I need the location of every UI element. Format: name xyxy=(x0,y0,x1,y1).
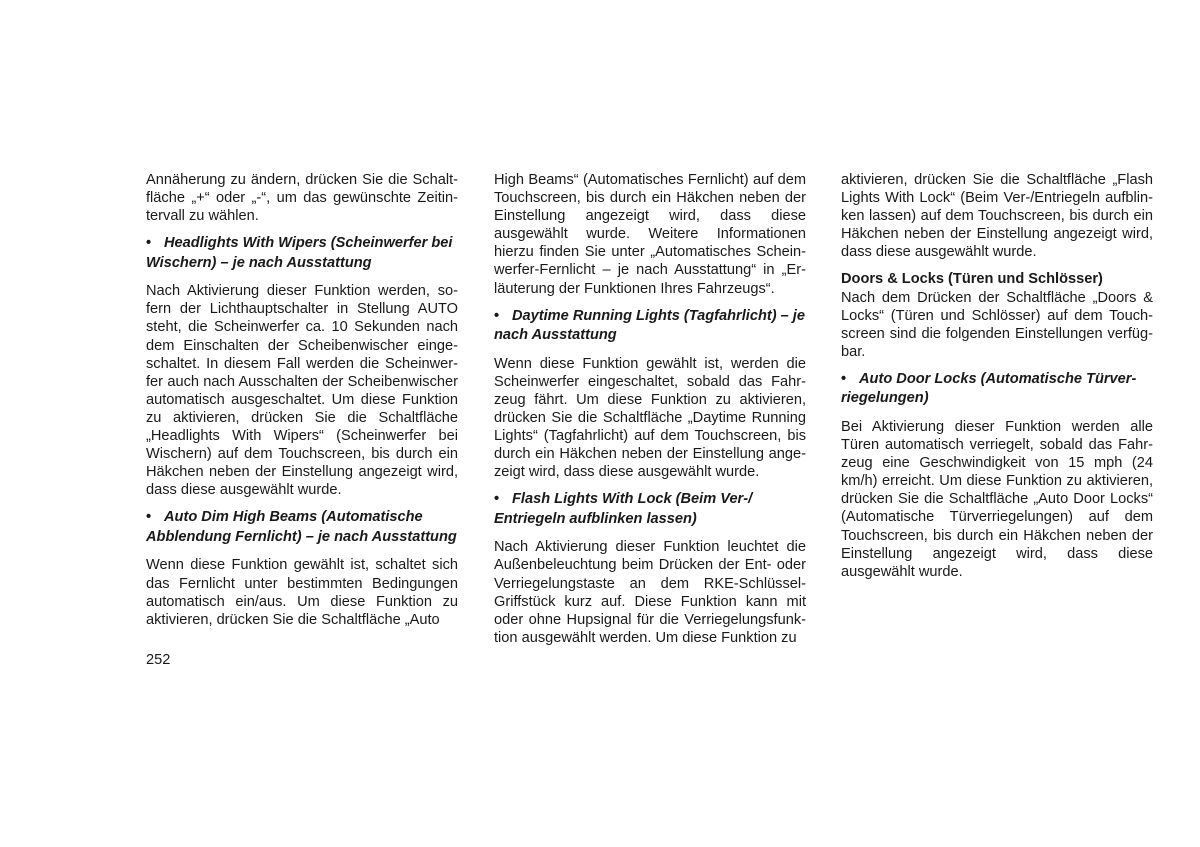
section-heading xyxy=(146,508,458,547)
heading-text: Auto Door Locks (Automatische Türverriegelungen) xyxy=(841,370,1137,407)
text-column-middle xyxy=(494,171,806,656)
bullet-icon: • xyxy=(494,307,500,324)
text-column-left xyxy=(146,171,458,638)
bullet-icon: • xyxy=(841,370,847,387)
paragraph: Nach Aktivierung dieser Funktion leuchtet die Außenbeleuchtung beim Drücken der Ent- oder Verriegelungstaste an dem RKE-Schlüssel-Griffstück kurz auf. Diese Funktion kann mit oder ohne Hupsignal für die Verriegelungsfunktion ausgewählt werden. Um diese Funktion zu xyxy=(494,539,806,646)
section-heading xyxy=(841,370,1153,409)
paragraph: Nach Aktivierung dieser Funktion werden, sofern der Lichthauptschalter in Stellung AUTO steht, die Scheinwerfer ca. 10 Sekunden nach dem Einschalten der Scheibenwischer eingeschaltet. In diesem Fall werden die Scheinwerfer auch nach Ausschalten der Scheibenwischer automatisch ausgeschaltet. Um diese Funktion zu aktivieren, drücken Sie die Schaltfläche „Headlights With Wipers“ (Scheinwerfer bei Wischern) auf dem Touchscreen, bis durch ein Häkchen neben der Einstellung angezeigt wird, dass diese ausgewählt wurde. xyxy=(146,283,458,499)
section-heading xyxy=(494,490,806,529)
heading-text: Auto Dim High Beams (Automatische Abblendung Fernlicht) – je nach Ausstattung xyxy=(146,509,457,545)
heading-text: Daytime Running Lights (Tagfahrlicht) – je nach Ausstattung xyxy=(494,307,805,344)
subsection-heading: Doors & Locks (Türen und Schlösser) xyxy=(841,271,1103,288)
heading-text: Flash Lights With Lock (Beim Ver-/ Entriegeln aufblinken lassen) xyxy=(494,491,753,527)
bullet-icon: • xyxy=(146,509,152,526)
bullet-icon: • xyxy=(494,491,500,508)
paragraph: aktivieren, drücken Sie die Schaltfläche „Flash Lights With Lock“ (Beim Ver-/Entriegeln aufblinken lassen) auf dem Touchscreen, bis durch ein Häkchen neben der Einstellung angezeigt wird, dass diese ausgewählt wurde. xyxy=(841,172,1153,261)
paragraph: Annäherung zu ändern, drücken Sie die Schaltfläche „+“ oder „-“, um das gewünschte Zeitintervall zu wählen. xyxy=(146,172,458,225)
section-heading xyxy=(146,234,458,273)
paragraph: Wenn diese Funktion gewählt ist, werden die Scheinwerfer eingeschaltet, sobald das Fahrzeug fährt. Um diese Funktion zu aktivieren, drücken Sie die Schaltfläche „Daytime Running Lights“ (Tagfahrlicht) auf dem Touchscreen, bis durch ein Häkchen neben der Einstellung angezeigt wird, dass diese ausgewählt wurde. xyxy=(494,355,806,481)
paragraph: High Beams“ (Automatisches Fernlicht) auf dem Touchscreen, bis durch ein Häkchen neben der Einstellung angezeigt wird, dass diese ausgewählt wurde. Weitere Informationen hierzu finden Sie unter „Automatisches Scheinwerfer-Fernlicht – je nach Ausstattung“ in „Erläuterung der Funktionen Ihres Fahrzeugs“. xyxy=(494,172,806,297)
paragraph: Bei Aktivierung dieser Funktion werden alle Türen automatisch verriegelt, sobald das Fahrzeug eine Geschwindigkeit von 15 mph (24 km/h) erreicht. Um diese Funktion zu aktivieren, drücken Sie die Schaltfläche „Auto Door Locks“ (Automatische Türverriegelungen) auf dem Touchscreen, bis durch ein Häkchen neben der Einstellung angezeigt wird, dass diese ausgewählt wurde. xyxy=(841,418,1153,580)
paragraph: Nach dem Drücken der Schaltfläche „Doors & Locks“ (Türen und Schlösser) auf dem Touchscreen sind die folgenden Einstellungen verfügbar. xyxy=(841,289,1153,360)
page-number: 252 xyxy=(146,652,171,668)
text-column-right xyxy=(841,171,1153,590)
paragraph: Wenn diese Funktion gewählt ist, schaltet sich das Fernlicht unter bestimmten Bedingungen automatisch ein/aus. Um diese Funktion zu aktivieren, drücken Sie die Schaltfläche „Auto xyxy=(146,557,458,628)
section-heading xyxy=(494,307,806,346)
bullet-icon: • xyxy=(146,235,152,252)
heading-text: Headlights With Wipers (Scheinwerfer bei Wischern) – je nach Ausstattung xyxy=(146,235,453,271)
